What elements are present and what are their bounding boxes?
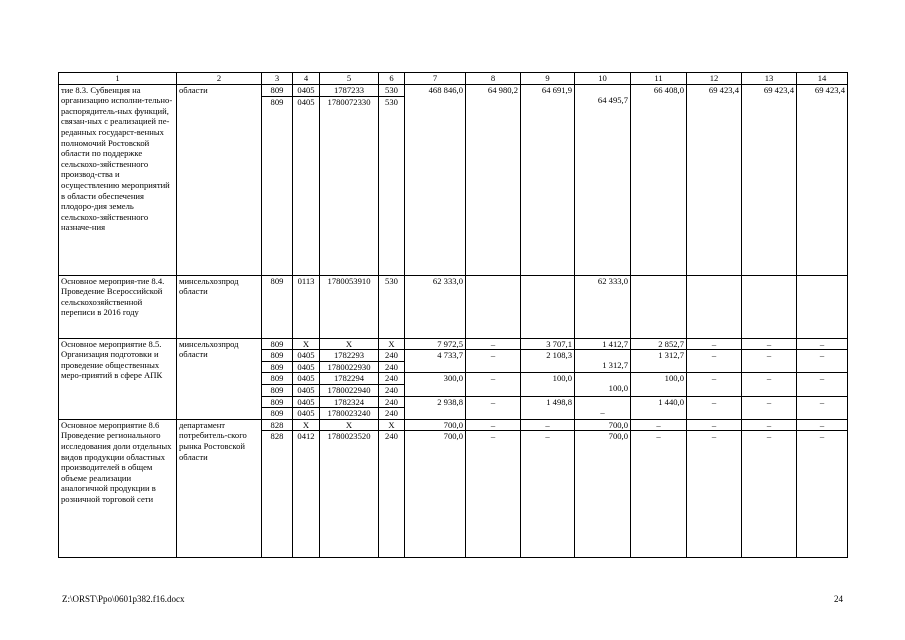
cell: 1780022940 <box>320 384 379 396</box>
executor: минсельхозпрод области <box>177 338 262 419</box>
cell: – <box>631 419 687 431</box>
cell: 0412 <box>293 431 320 558</box>
cell: 0405 <box>293 350 320 362</box>
cell: 2 938,8 <box>405 396 466 419</box>
activity-name: Основное мероприятие 8.6 Проведение регионального исследования доли отдельных видов продукции областных производителей в общем объеме реализации аналогичной продукции в розничной торговой сети <box>59 419 177 558</box>
cell <box>797 275 848 338</box>
cell: – <box>742 431 797 558</box>
cell: 0405 <box>293 384 320 396</box>
cell: 530 <box>379 96 405 275</box>
header-cell: 11 <box>631 73 687 85</box>
cell <box>575 396 631 419</box>
cell: – <box>466 350 521 373</box>
cell: 0405 <box>293 84 320 96</box>
cell: – <box>521 419 575 431</box>
cell: 809 <box>262 384 293 396</box>
cell: – <box>797 350 848 373</box>
cell: 828 <box>262 419 293 431</box>
budget-table <box>58 72 848 558</box>
header-cell: 5 <box>320 73 379 85</box>
cell: 2 108,3 <box>521 350 575 373</box>
cell: 69 423,4 <box>742 84 797 275</box>
header-cell: 12 <box>687 73 742 85</box>
page-number: 24 <box>834 594 843 604</box>
cell: 809 <box>262 96 293 275</box>
cell: 240 <box>379 396 405 408</box>
cell: 1787233 <box>320 84 379 96</box>
cell: 1 412,7 <box>575 338 631 350</box>
cell: – <box>687 373 742 396</box>
header-cell: 3 <box>262 73 293 85</box>
table-row <box>59 419 848 431</box>
cell: 809 <box>262 408 293 420</box>
cell: 66 408,0 <box>631 84 687 275</box>
cell <box>631 275 687 338</box>
cell: 1782294 <box>320 373 379 385</box>
file-path: Z:\ORST\Ppo\0601p382.f16.docx <box>62 594 185 604</box>
cell <box>687 275 742 338</box>
cell: 809 <box>262 373 293 385</box>
cell: 240 <box>379 361 405 373</box>
cell: – <box>687 396 742 419</box>
cell: 69 423,4 <box>687 84 742 275</box>
cell: 530 <box>379 84 405 96</box>
cell: 69 423,4 <box>797 84 848 275</box>
header-cell: 1 <box>59 73 177 85</box>
cell: 700,0 <box>405 419 466 431</box>
header-cell: 13 <box>742 73 797 85</box>
cell: – <box>687 431 742 558</box>
cell: 100,0 <box>521 373 575 396</box>
cell: – <box>742 396 797 419</box>
header-cell: 8 <box>466 73 521 85</box>
cell: 809 <box>262 350 293 362</box>
cell: 1780022930 <box>320 361 379 373</box>
cell: – <box>742 373 797 396</box>
cell-value: 64 691,9 <box>541 84 572 95</box>
cell: 1780023520 <box>320 431 379 558</box>
cell: 1782293 <box>320 350 379 362</box>
cell <box>575 373 631 396</box>
cell: – <box>466 396 521 419</box>
cell: – <box>797 338 848 350</box>
cell: 809 <box>262 396 293 408</box>
cell: 700,0 <box>405 431 466 558</box>
cell: 64 980,2 <box>466 84 521 275</box>
cell: 2 852,7 <box>631 338 687 350</box>
cell: 240 <box>379 384 405 396</box>
cell: 1780023240 <box>320 408 379 420</box>
cell-value: – <box>600 406 605 417</box>
cell: 809 <box>262 338 293 350</box>
cell: – <box>742 338 797 350</box>
cell <box>742 275 797 338</box>
table-row <box>59 84 848 96</box>
cell: 1780053910 <box>320 275 379 338</box>
cell: 1780072330 <box>320 96 379 275</box>
cell: 4 733,7 <box>405 350 466 373</box>
cell: Х <box>320 338 379 350</box>
cell: Х <box>293 338 320 350</box>
cell: 240 <box>379 431 405 558</box>
executor: области <box>177 84 262 275</box>
cell: – <box>466 338 521 350</box>
header-cell: 7 <box>405 73 466 85</box>
activity-name: Основное мероприятие 8.5. Организация подготовки и проведение общественных меро-приятий в сфере АПК <box>59 338 177 419</box>
cell: 7 972,5 <box>405 338 466 350</box>
table-row <box>59 275 848 338</box>
cell: 1 440,0 <box>631 396 687 419</box>
header-cell: 9 <box>521 73 575 85</box>
cell-value: 1 312,7 <box>602 360 628 371</box>
cell: 300,0 <box>405 373 466 396</box>
cell: 0113 <box>293 275 320 338</box>
cell: 700,0 <box>575 419 631 431</box>
header-cell: 4 <box>293 73 320 85</box>
cell: – <box>466 419 521 431</box>
header-cell: 14 <box>797 73 848 85</box>
header-row <box>59 73 848 85</box>
cell: – <box>797 431 848 558</box>
cell: – <box>466 431 521 558</box>
cell: 468 846,0 <box>405 84 466 275</box>
cell: 100,0 <box>631 373 687 396</box>
cell: 3 707,1 <box>521 338 575 350</box>
cell <box>575 84 631 275</box>
cell: – <box>742 350 797 373</box>
cell: 240 <box>379 350 405 362</box>
cell: 0405 <box>293 373 320 385</box>
cell: – <box>797 419 848 431</box>
header-cell: 10 <box>575 73 631 85</box>
cell: 809 <box>262 361 293 373</box>
table-row <box>59 338 848 350</box>
cell: 828 <box>262 431 293 558</box>
activity-name: тие 8.3. Субвенция на организацию исполни-тельно-распорядитель-ных функций, связан-ных с реализацией пе-реданных государст-венных полномочий Ростовской области по поддержке сельскохо-зяйственного производ-ства и осуществлению мероприятий в области обеспечения плодоро-дия земель сельскохо-зяйственного назначе-ния <box>59 84 177 275</box>
cell: 1 312,7 <box>631 350 687 373</box>
cell: – <box>687 419 742 431</box>
cell <box>521 275 575 338</box>
cell: 62 333,0 <box>405 275 466 338</box>
cell: – <box>521 431 575 558</box>
header-cell: 6 <box>379 73 405 85</box>
executor: минсельхозпрод области <box>177 275 262 338</box>
cell: – <box>742 419 797 431</box>
cell-value: 100,0 <box>608 383 628 394</box>
cell: 700,0 <box>575 431 631 558</box>
cell: 809 <box>262 84 293 96</box>
header-cell: 2 <box>177 73 262 85</box>
cell <box>521 84 575 275</box>
cell: 530 <box>379 275 405 338</box>
cell: 0405 <box>293 408 320 420</box>
cell: – <box>687 350 742 373</box>
cell: 0405 <box>293 361 320 373</box>
executor: департамент потребитель-ского рынка Ростовской области <box>177 419 262 558</box>
cell: 0405 <box>293 96 320 275</box>
cell: – <box>631 431 687 558</box>
cell: 240 <box>379 373 405 385</box>
cell: Х <box>379 419 405 431</box>
cell: 0405 <box>293 396 320 408</box>
cell: – <box>466 373 521 396</box>
cell: Х <box>293 419 320 431</box>
cell: – <box>797 396 848 419</box>
cell: 809 <box>262 275 293 338</box>
cell-value: 64 495,7 <box>597 94 628 105</box>
cell: 1782324 <box>320 396 379 408</box>
cell <box>466 275 521 338</box>
cell: 240 <box>379 408 405 420</box>
cell: – <box>687 338 742 350</box>
cell: Х <box>379 338 405 350</box>
cell: – <box>797 373 848 396</box>
cell <box>575 350 631 373</box>
cell: 1 498,8 <box>521 396 575 419</box>
cell: Х <box>320 419 379 431</box>
cell: 62 333,0 <box>575 275 631 338</box>
activity-name: Основное мероприя-тие 8.4. Проведение Всероссийской сельскохозяйственной переписи в 2016 году <box>59 275 177 338</box>
